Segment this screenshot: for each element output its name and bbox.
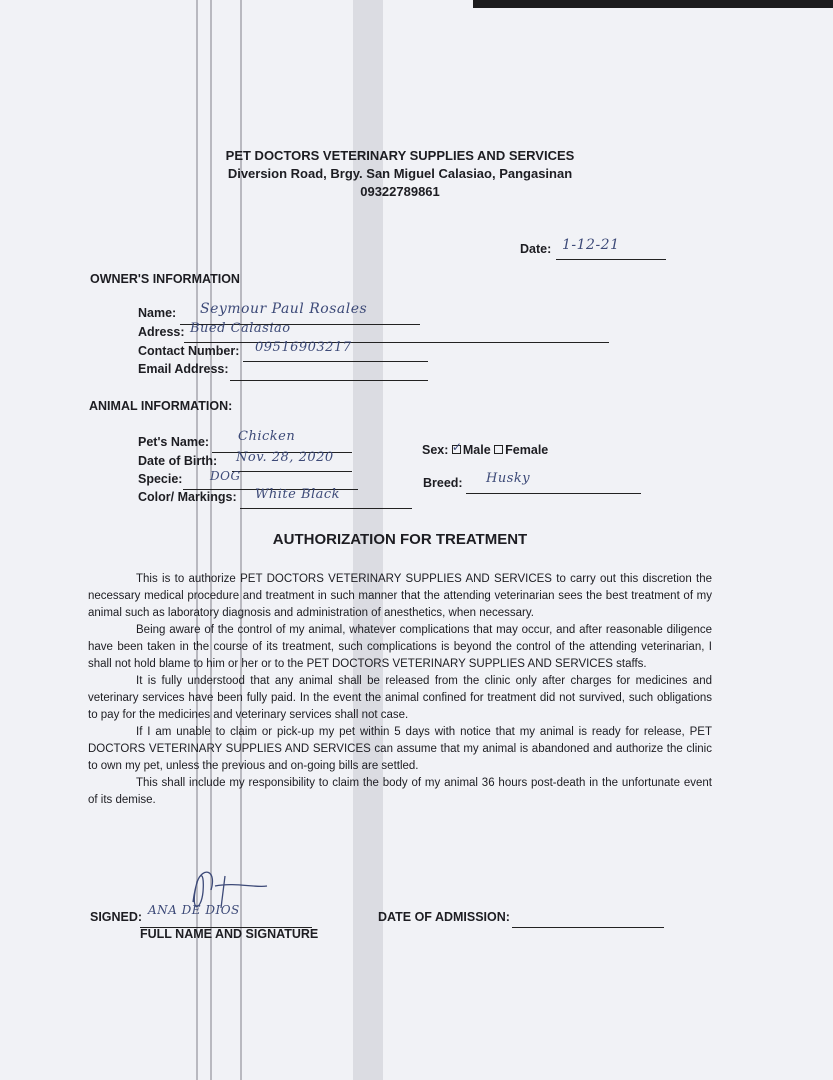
- clinic-address: Diversion Road, Brgy. San Miguel Calasiao, Pangasinan: [227, 166, 573, 181]
- breed-label: Breed:: [423, 476, 463, 490]
- dob-value: Nov. 28, 2020: [236, 450, 334, 465]
- date-value: 1-12-21: [562, 237, 620, 253]
- signature-caption: FULL NAME AND SIGNATURE: [140, 927, 319, 941]
- pet-name-value: Chicken: [238, 429, 296, 444]
- breed-value: Husky: [486, 471, 531, 486]
- specie-label: Specie:: [138, 472, 183, 486]
- color-value: White Black: [255, 487, 341, 502]
- owner-email-line: [230, 364, 428, 381]
- male-checkbox[interactable]: ✓: [451, 440, 462, 455]
- sex-field: [422, 440, 549, 457]
- pet-name-label: Pet's Name:: [138, 435, 210, 449]
- male-option-label: Male: [462, 443, 491, 457]
- signed-value: ANA DE DIOS: [148, 903, 240, 917]
- owner-address-label: Adress:: [138, 325, 185, 339]
- clinic-name: PET DOCTORS VETERINARY SUPPLIES AND SERVICES: [225, 148, 575, 163]
- animal-section-title: ANIMAL INFORMATION:: [89, 399, 233, 413]
- owner-contact-value: 09516903217: [255, 340, 352, 355]
- owner-name-value: Seymour Paul Rosales: [200, 301, 368, 317]
- authorization-paragraph: This shall include my responsibility to claim the body of my animal 36 hours post-death in the unfortunate event of its demise.: [88, 777, 712, 806]
- signed-label: SIGNED:: [90, 910, 143, 924]
- clinic-phone: 09322789861: [360, 184, 440, 199]
- owner-email-label: Email Address:: [138, 362, 229, 376]
- female-checkbox[interactable]: [494, 445, 503, 454]
- owner-name-label: Name:: [138, 306, 177, 320]
- color-label: Color/ Markings:: [138, 490, 237, 504]
- owner-section-title: OWNER'S INFORMATION: [90, 272, 240, 286]
- dob-label: Date of Birth:: [138, 454, 218, 468]
- admission-label: DATE OF ADMISSION:: [378, 910, 510, 924]
- authorization-paragraph: If I am unable to claim or pick-up my pet within 5 days with notice that my animal is ready for release, PET DOCTORS VETERINARY SUPPLIES AND SERVICES can assume that my animal is abandoned and authorize the clinic to own my pet, unless the previous and on-going bills are settled.: [88, 726, 712, 772]
- specie-value: DOG: [210, 469, 241, 483]
- authorization-title: AUTHORIZATION FOR TREATMENT: [272, 531, 528, 548]
- owner-address-value: Bued Calasiao: [190, 321, 291, 336]
- clinic-header: [160, 147, 640, 201]
- owner-contact-label: Contact Number:: [138, 344, 240, 358]
- female-option-label: Female: [505, 443, 549, 457]
- authorization-paragraph: Being aware of the control of my animal, whatever complications that may occur, and after reasonable diligence have been taken in the course of its treatment, such complications is beyond the control of the attending veterinarian, I shall not hold blame to him or her or to the PET DOCTORS VETERINARY SUPPLIES AND SERVICES staffs.: [88, 624, 712, 670]
- scan-top-edge: [473, 0, 833, 8]
- authorization-paragraph: This is to authorize PET DOCTORS VETERINARY SUPPLIES AND SERVICES to carry out this discretion the necessary medical procedure and treatment in such manner that the attending veterinarian sees the best treatment of my animal such as laboratory diagnosis and administration of anesthetics, when necessary.: [88, 573, 712, 619]
- admission-line: [512, 911, 664, 928]
- sex-label: Sex:: [422, 443, 449, 457]
- authorization-paragraph: It is fully understood that any animal shall be released from the clinic only after charges for medicines and veterinary services have been fully paid. In the event the animal confined for treatment did not survived, such obligations to pay for the medicines and veterinary services shall not case.: [88, 675, 712, 721]
- authorization-body: [88, 571, 712, 809]
- date-label: Date:: [520, 242, 552, 256]
